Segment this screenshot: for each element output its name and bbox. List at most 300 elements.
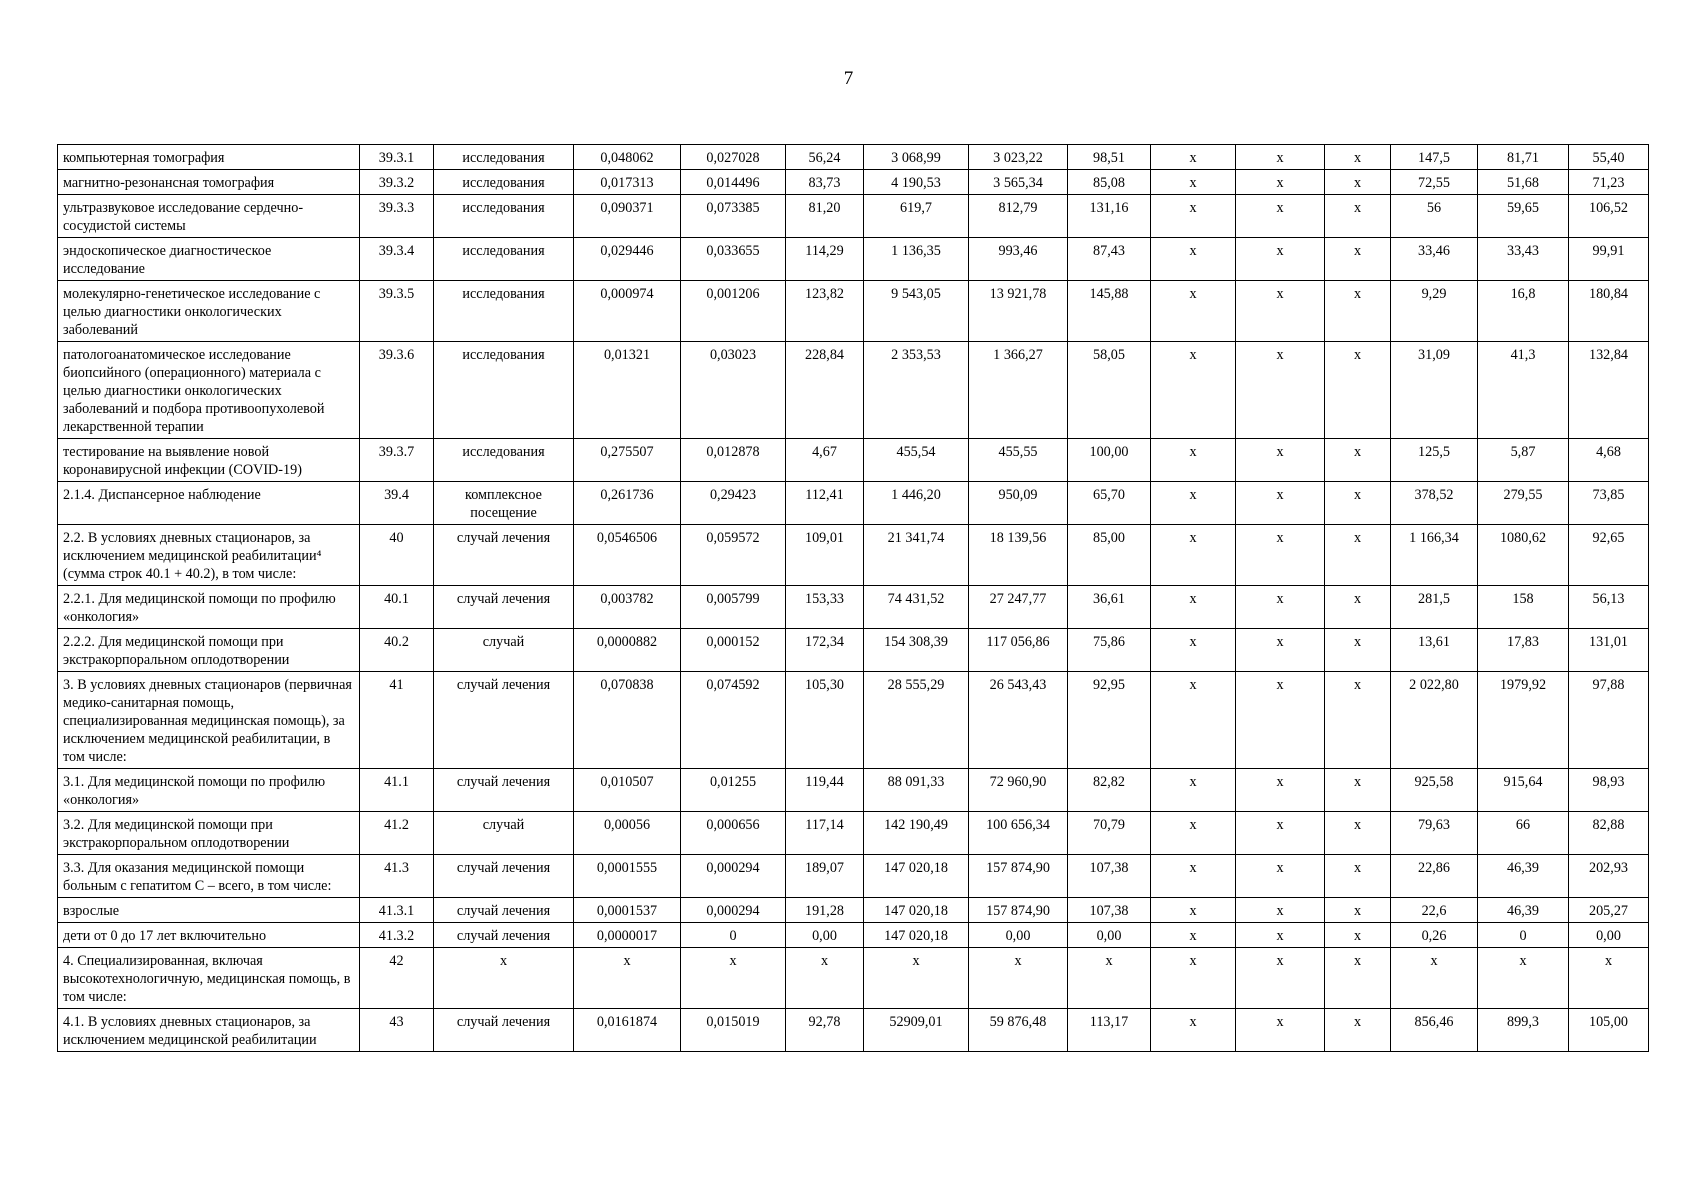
value-cell: 114,29 <box>786 238 864 281</box>
value-cell: х <box>1151 195 1236 238</box>
data-table <box>57 144 1649 1052</box>
value-cell: х <box>969 948 1068 1009</box>
value-cell: 993,46 <box>969 238 1068 281</box>
value-cell: х <box>1151 1009 1236 1052</box>
value-cell: 202,93 <box>1569 855 1649 898</box>
table-row <box>58 281 1649 342</box>
value-cell: х <box>1236 1009 1325 1052</box>
value-cell: х <box>434 948 574 1009</box>
value-cell: 72 960,90 <box>969 769 1068 812</box>
value-cell: х <box>1151 145 1236 170</box>
value-cell: 33,46 <box>1391 238 1478 281</box>
value-cell: х <box>1236 170 1325 195</box>
value-cell: 41.3.2 <box>360 923 434 948</box>
value-cell: 41.3.1 <box>360 898 434 923</box>
value-cell: 72,55 <box>1391 170 1478 195</box>
value-cell: 281,5 <box>1391 586 1478 629</box>
row-name-cell: 3.3. Для оказания медицинской помощи больным с гепатитом С – всего, в том числе: <box>58 855 360 898</box>
value-cell: 0,003782 <box>574 586 681 629</box>
value-cell: 39.3.4 <box>360 238 434 281</box>
value-cell: 0,073385 <box>681 195 786 238</box>
value-cell: 0,000294 <box>681 898 786 923</box>
value-cell: х <box>1151 855 1236 898</box>
value-cell: 0,00056 <box>574 812 681 855</box>
value-cell: 17,83 <box>1478 629 1569 672</box>
value-cell: 75,86 <box>1068 629 1151 672</box>
value-cell: исследования <box>434 195 574 238</box>
row-name-cell: взрослые <box>58 898 360 923</box>
value-cell: 619,7 <box>864 195 969 238</box>
value-cell: 0,0000017 <box>574 923 681 948</box>
value-cell: х <box>1151 948 1236 1009</box>
value-cell: 59 876,48 <box>969 1009 1068 1052</box>
value-cell: х <box>1151 281 1236 342</box>
value-cell: 158 <box>1478 586 1569 629</box>
value-cell: х <box>1236 238 1325 281</box>
value-cell: 83,73 <box>786 170 864 195</box>
value-cell: 4 190,53 <box>864 170 969 195</box>
value-cell: х <box>1236 812 1325 855</box>
value-cell: 81,20 <box>786 195 864 238</box>
value-cell: 52909,01 <box>864 1009 969 1052</box>
value-cell: 100 656,34 <box>969 812 1068 855</box>
value-cell: 26 543,43 <box>969 672 1068 769</box>
value-cell: 59,65 <box>1478 195 1569 238</box>
value-cell: 228,84 <box>786 342 864 439</box>
value-cell: 43 <box>360 1009 434 1052</box>
value-cell: 0,29423 <box>681 482 786 525</box>
value-cell: х <box>681 948 786 1009</box>
value-cell: 3 023,22 <box>969 145 1068 170</box>
value-cell: 131,01 <box>1569 629 1649 672</box>
value-cell: 856,46 <box>1391 1009 1478 1052</box>
value-cell: 0,015019 <box>681 1009 786 1052</box>
value-cell: х <box>1151 525 1236 586</box>
value-cell: 172,34 <box>786 629 864 672</box>
value-cell: 0,059572 <box>681 525 786 586</box>
value-cell: 41.1 <box>360 769 434 812</box>
value-cell: 16,8 <box>1478 281 1569 342</box>
value-cell: х <box>1151 898 1236 923</box>
value-cell: 0,00 <box>786 923 864 948</box>
value-cell: 70,79 <box>1068 812 1151 855</box>
value-cell: 131,16 <box>1068 195 1151 238</box>
value-cell: х <box>1236 525 1325 586</box>
value-cell: х <box>1151 586 1236 629</box>
value-cell: 157 874,90 <box>969 855 1068 898</box>
value-cell: х <box>1236 629 1325 672</box>
value-cell: 123,82 <box>786 281 864 342</box>
value-cell: 455,55 <box>969 439 1068 482</box>
value-cell: 0,01321 <box>574 342 681 439</box>
row-name-cell: 4.1. В условиях дневных стационаров, за исключением медицинской реабилитации <box>58 1009 360 1052</box>
value-cell: х <box>1325 629 1391 672</box>
value-cell: 117,14 <box>786 812 864 855</box>
value-cell: х <box>1478 948 1569 1009</box>
value-cell: исследования <box>434 170 574 195</box>
value-cell: 0,000294 <box>681 855 786 898</box>
value-cell: 0,001206 <box>681 281 786 342</box>
value-cell: 1 366,27 <box>969 342 1068 439</box>
value-cell: 0,03023 <box>681 342 786 439</box>
value-cell: 41.2 <box>360 812 434 855</box>
table-row <box>58 629 1649 672</box>
value-cell: 5,87 <box>1478 439 1569 482</box>
value-cell: случай лечения <box>434 1009 574 1052</box>
value-cell: х <box>1151 923 1236 948</box>
value-cell: 40 <box>360 525 434 586</box>
value-cell: 4,68 <box>1569 439 1649 482</box>
value-cell: х <box>1236 439 1325 482</box>
value-cell: х <box>1151 482 1236 525</box>
page-number: 7 <box>843 68 854 89</box>
table-row <box>58 586 1649 629</box>
row-name-cell: 2.2.2. Для медицинской помощи при экстракорпоральном оплодотворении <box>58 629 360 672</box>
value-cell: 42 <box>360 948 434 1009</box>
value-cell: исследования <box>434 281 574 342</box>
value-cell: 0 <box>1478 923 1569 948</box>
value-cell: х <box>1236 855 1325 898</box>
value-cell: 28 555,29 <box>864 672 969 769</box>
value-cell: исследования <box>434 145 574 170</box>
value-cell: 1979,92 <box>1478 672 1569 769</box>
value-cell: 88 091,33 <box>864 769 969 812</box>
value-cell: х <box>1236 923 1325 948</box>
value-cell: 2 022,80 <box>1391 672 1478 769</box>
value-cell: 73,85 <box>1569 482 1649 525</box>
row-name-cell: ультразвуковое исследование сердечно-сосудистой системы <box>58 195 360 238</box>
value-cell: 97,88 <box>1569 672 1649 769</box>
value-cell: 58,05 <box>1068 342 1151 439</box>
value-cell: 82,82 <box>1068 769 1151 812</box>
table-row <box>58 439 1649 482</box>
value-cell: 39.3.6 <box>360 342 434 439</box>
value-cell: 41,3 <box>1478 342 1569 439</box>
value-cell: х <box>1236 482 1325 525</box>
value-cell: 18 139,56 <box>969 525 1068 586</box>
value-cell: 27 247,77 <box>969 586 1068 629</box>
table-row <box>58 898 1649 923</box>
value-cell: 105,30 <box>786 672 864 769</box>
value-cell: 106,52 <box>1569 195 1649 238</box>
value-cell: х <box>1325 525 1391 586</box>
value-cell: х <box>1151 812 1236 855</box>
value-cell: х <box>1151 342 1236 439</box>
value-cell: случай лечения <box>434 525 574 586</box>
value-cell: 21 341,74 <box>864 525 969 586</box>
value-cell: 51,68 <box>1478 170 1569 195</box>
value-cell: случай лечения <box>434 898 574 923</box>
value-cell: исследования <box>434 439 574 482</box>
value-cell: 39.4 <box>360 482 434 525</box>
value-cell: 56 <box>1391 195 1478 238</box>
value-cell: 0,000152 <box>681 629 786 672</box>
value-cell: 87,43 <box>1068 238 1151 281</box>
value-cell: 147 020,18 <box>864 898 969 923</box>
value-cell: 107,38 <box>1068 898 1151 923</box>
value-cell: 205,27 <box>1569 898 1649 923</box>
row-name-cell: эндоскопическое диагностическое исследование <box>58 238 360 281</box>
value-cell: х <box>1391 948 1478 1009</box>
value-cell: х <box>1325 1009 1391 1052</box>
value-cell: 147,5 <box>1391 145 1478 170</box>
value-cell: 107,38 <box>1068 855 1151 898</box>
row-name-cell: 4. Специализированная, включая высокотехнологичную, медицинская помощь, в том числе: <box>58 948 360 1009</box>
value-cell: х <box>1325 342 1391 439</box>
value-cell: 145,88 <box>1068 281 1151 342</box>
value-cell: х <box>1236 586 1325 629</box>
value-cell: 81,71 <box>1478 145 1569 170</box>
value-cell: 0,0161874 <box>574 1009 681 1052</box>
value-cell: 0,005799 <box>681 586 786 629</box>
value-cell: 109,01 <box>786 525 864 586</box>
value-cell: 132,84 <box>1569 342 1649 439</box>
table-row <box>58 1009 1649 1052</box>
value-cell: случай лечения <box>434 855 574 898</box>
value-cell: 279,55 <box>1478 482 1569 525</box>
value-cell: исследования <box>434 342 574 439</box>
value-cell: 0,0000882 <box>574 629 681 672</box>
value-cell: х <box>1151 439 1236 482</box>
value-cell: 0,014496 <box>681 170 786 195</box>
value-cell: х <box>1236 769 1325 812</box>
value-cell: х <box>1325 948 1391 1009</box>
value-cell: 191,28 <box>786 898 864 923</box>
value-cell: х <box>574 948 681 1009</box>
row-name-cell: 3.1. Для медицинской помощи по профилю «онкология» <box>58 769 360 812</box>
value-cell: 39.3.1 <box>360 145 434 170</box>
value-cell: 13,61 <box>1391 629 1478 672</box>
value-cell: случай <box>434 629 574 672</box>
value-cell: 39.3.7 <box>360 439 434 482</box>
value-cell: 39.3.5 <box>360 281 434 342</box>
value-cell: 36,61 <box>1068 586 1151 629</box>
table-row <box>58 812 1649 855</box>
value-cell: 1 136,35 <box>864 238 969 281</box>
value-cell: 119,44 <box>786 769 864 812</box>
value-cell: 0,01255 <box>681 769 786 812</box>
row-name-cell: патологоанатомическое исследование биопсийного (операционного) материала с целью диагностики онкологических заболеваний и подбора противоопухолевой лекарственной терапии <box>58 342 360 439</box>
value-cell: х <box>1236 948 1325 1009</box>
value-cell: х <box>1325 898 1391 923</box>
value-cell: 33,43 <box>1478 238 1569 281</box>
value-cell: 1 166,34 <box>1391 525 1478 586</box>
value-cell: 0,0546506 <box>574 525 681 586</box>
value-cell: 154 308,39 <box>864 629 969 672</box>
table-row <box>58 238 1649 281</box>
value-cell: х <box>1325 238 1391 281</box>
row-name-cell: тестирование на выявление новой коронавирусной инфекции (COVID-19) <box>58 439 360 482</box>
value-cell: случай лечения <box>434 769 574 812</box>
value-cell: х <box>1151 769 1236 812</box>
value-cell: 40.2 <box>360 629 434 672</box>
table-row <box>58 145 1649 170</box>
table-row <box>58 923 1649 948</box>
row-name-cell: компьютерная томография <box>58 145 360 170</box>
value-cell: 0,012878 <box>681 439 786 482</box>
value-cell: х <box>1236 281 1325 342</box>
value-cell: 455,54 <box>864 439 969 482</box>
value-cell: 3 068,99 <box>864 145 969 170</box>
value-cell: 39.3.2 <box>360 170 434 195</box>
value-cell: х <box>1325 812 1391 855</box>
value-cell: х <box>864 948 969 1009</box>
table-row <box>58 170 1649 195</box>
value-cell: 85,08 <box>1068 170 1151 195</box>
value-cell: х <box>1325 855 1391 898</box>
table-row <box>58 482 1649 525</box>
table-row <box>58 855 1649 898</box>
value-cell: 142 190,49 <box>864 812 969 855</box>
value-cell: х <box>1236 342 1325 439</box>
value-cell: 0,00 <box>1569 923 1649 948</box>
value-cell: 99,91 <box>1569 238 1649 281</box>
value-cell: 56,13 <box>1569 586 1649 629</box>
value-cell: 0,033655 <box>681 238 786 281</box>
value-cell: случай <box>434 812 574 855</box>
value-cell: 0,090371 <box>574 195 681 238</box>
value-cell: 0,261736 <box>574 482 681 525</box>
value-cell: 92,78 <box>786 1009 864 1052</box>
value-cell: х <box>1325 672 1391 769</box>
table-row <box>58 342 1649 439</box>
value-cell: 79,63 <box>1391 812 1478 855</box>
value-cell: х <box>786 948 864 1009</box>
row-name-cell: 3.2. Для медицинской помощи при экстракорпоральном оплодотворении <box>58 812 360 855</box>
value-cell: х <box>1151 672 1236 769</box>
row-name-cell: магнитно-резонансная томография <box>58 170 360 195</box>
value-cell: 0,070838 <box>574 672 681 769</box>
value-cell: 899,3 <box>1478 1009 1569 1052</box>
value-cell: 915,64 <box>1478 769 1569 812</box>
value-cell: х <box>1325 145 1391 170</box>
value-cell: 39.3.3 <box>360 195 434 238</box>
value-cell: 65,70 <box>1068 482 1151 525</box>
value-cell: 0,26 <box>1391 923 1478 948</box>
value-cell: 125,5 <box>1391 439 1478 482</box>
value-cell: 0,010507 <box>574 769 681 812</box>
value-cell: х <box>1325 439 1391 482</box>
value-cell: случай лечения <box>434 923 574 948</box>
value-cell: 71,23 <box>1569 170 1649 195</box>
value-cell: 147 020,18 <box>864 855 969 898</box>
value-cell: 925,58 <box>1391 769 1478 812</box>
value-cell: х <box>1325 586 1391 629</box>
value-cell: 100,00 <box>1068 439 1151 482</box>
value-cell: 0,0001555 <box>574 855 681 898</box>
table-row <box>58 672 1649 769</box>
value-cell: 22,86 <box>1391 855 1478 898</box>
value-cell: 0,017313 <box>574 170 681 195</box>
value-cell: 22,6 <box>1391 898 1478 923</box>
value-cell: 82,88 <box>1569 812 1649 855</box>
value-cell: 147 020,18 <box>864 923 969 948</box>
value-cell: х <box>1151 238 1236 281</box>
row-name-cell: молекулярно-генетическое исследование с целью диагностики онкологических заболеваний <box>58 281 360 342</box>
value-cell: 98,93 <box>1569 769 1649 812</box>
value-cell: 0,000656 <box>681 812 786 855</box>
value-cell: 378,52 <box>1391 482 1478 525</box>
table-row <box>58 525 1649 586</box>
row-name-cell: 2.2.1. Для медицинской помощи по профилю «онкология» <box>58 586 360 629</box>
value-cell: 66 <box>1478 812 1569 855</box>
value-cell: 2 353,53 <box>864 342 969 439</box>
value-cell: х <box>1325 923 1391 948</box>
value-cell: 31,09 <box>1391 342 1478 439</box>
value-cell: 41 <box>360 672 434 769</box>
value-cell: х <box>1569 948 1649 1009</box>
value-cell: 0 <box>681 923 786 948</box>
value-cell: 3 565,34 <box>969 170 1068 195</box>
value-cell: х <box>1151 629 1236 672</box>
value-cell: 0,0001537 <box>574 898 681 923</box>
table-row <box>58 948 1649 1009</box>
value-cell: случай лечения <box>434 672 574 769</box>
value-cell: 1 446,20 <box>864 482 969 525</box>
value-cell: 13 921,78 <box>969 281 1068 342</box>
value-cell: 0,029446 <box>574 238 681 281</box>
row-name-cell: 2.2. В условиях дневных стационаров, за исключением медицинской реабилитации⁴ (сумма строк 40.1 + 40.2), в том числе: <box>58 525 360 586</box>
row-name-cell: дети от 0 до 17 лет включительно <box>58 923 360 948</box>
value-cell: 117 056,86 <box>969 629 1068 672</box>
value-cell: х <box>1325 281 1391 342</box>
value-cell: 0,048062 <box>574 145 681 170</box>
value-cell: 40.1 <box>360 586 434 629</box>
row-name-cell: 2.1.4. Диспансерное наблюдение <box>58 482 360 525</box>
value-cell: 92,65 <box>1569 525 1649 586</box>
value-cell: 0,027028 <box>681 145 786 170</box>
value-cell: комплексное посещение <box>434 482 574 525</box>
value-cell: х <box>1236 672 1325 769</box>
value-cell: 56,24 <box>786 145 864 170</box>
value-cell: 4,67 <box>786 439 864 482</box>
value-cell: 812,79 <box>969 195 1068 238</box>
value-cell: 74 431,52 <box>864 586 969 629</box>
value-cell: 46,39 <box>1478 898 1569 923</box>
value-cell: 92,95 <box>1068 672 1151 769</box>
value-cell: 113,17 <box>1068 1009 1151 1052</box>
value-cell: х <box>1325 769 1391 812</box>
value-cell: 41.3 <box>360 855 434 898</box>
table-row <box>58 769 1649 812</box>
value-cell: 112,41 <box>786 482 864 525</box>
value-cell: х <box>1325 195 1391 238</box>
value-cell: 157 874,90 <box>969 898 1068 923</box>
value-cell: 46,39 <box>1478 855 1569 898</box>
value-cell: х <box>1236 898 1325 923</box>
value-cell: х <box>1068 948 1151 1009</box>
value-cell: х <box>1151 170 1236 195</box>
value-cell: исследования <box>434 238 574 281</box>
table-row <box>58 195 1649 238</box>
value-cell: 0,000974 <box>574 281 681 342</box>
value-cell: 189,07 <box>786 855 864 898</box>
value-cell: 153,33 <box>786 586 864 629</box>
value-cell: 105,00 <box>1569 1009 1649 1052</box>
value-cell: 55,40 <box>1569 145 1649 170</box>
value-cell: х <box>1236 195 1325 238</box>
value-cell: 950,09 <box>969 482 1068 525</box>
value-cell: х <box>1325 482 1391 525</box>
value-cell: 0,00 <box>1068 923 1151 948</box>
value-cell: х <box>1325 170 1391 195</box>
value-cell: 9,29 <box>1391 281 1478 342</box>
value-cell: 180,84 <box>1569 281 1649 342</box>
value-cell: 1080,62 <box>1478 525 1569 586</box>
value-cell: 98,51 <box>1068 145 1151 170</box>
value-cell: 0,074592 <box>681 672 786 769</box>
value-cell: 0,00 <box>969 923 1068 948</box>
